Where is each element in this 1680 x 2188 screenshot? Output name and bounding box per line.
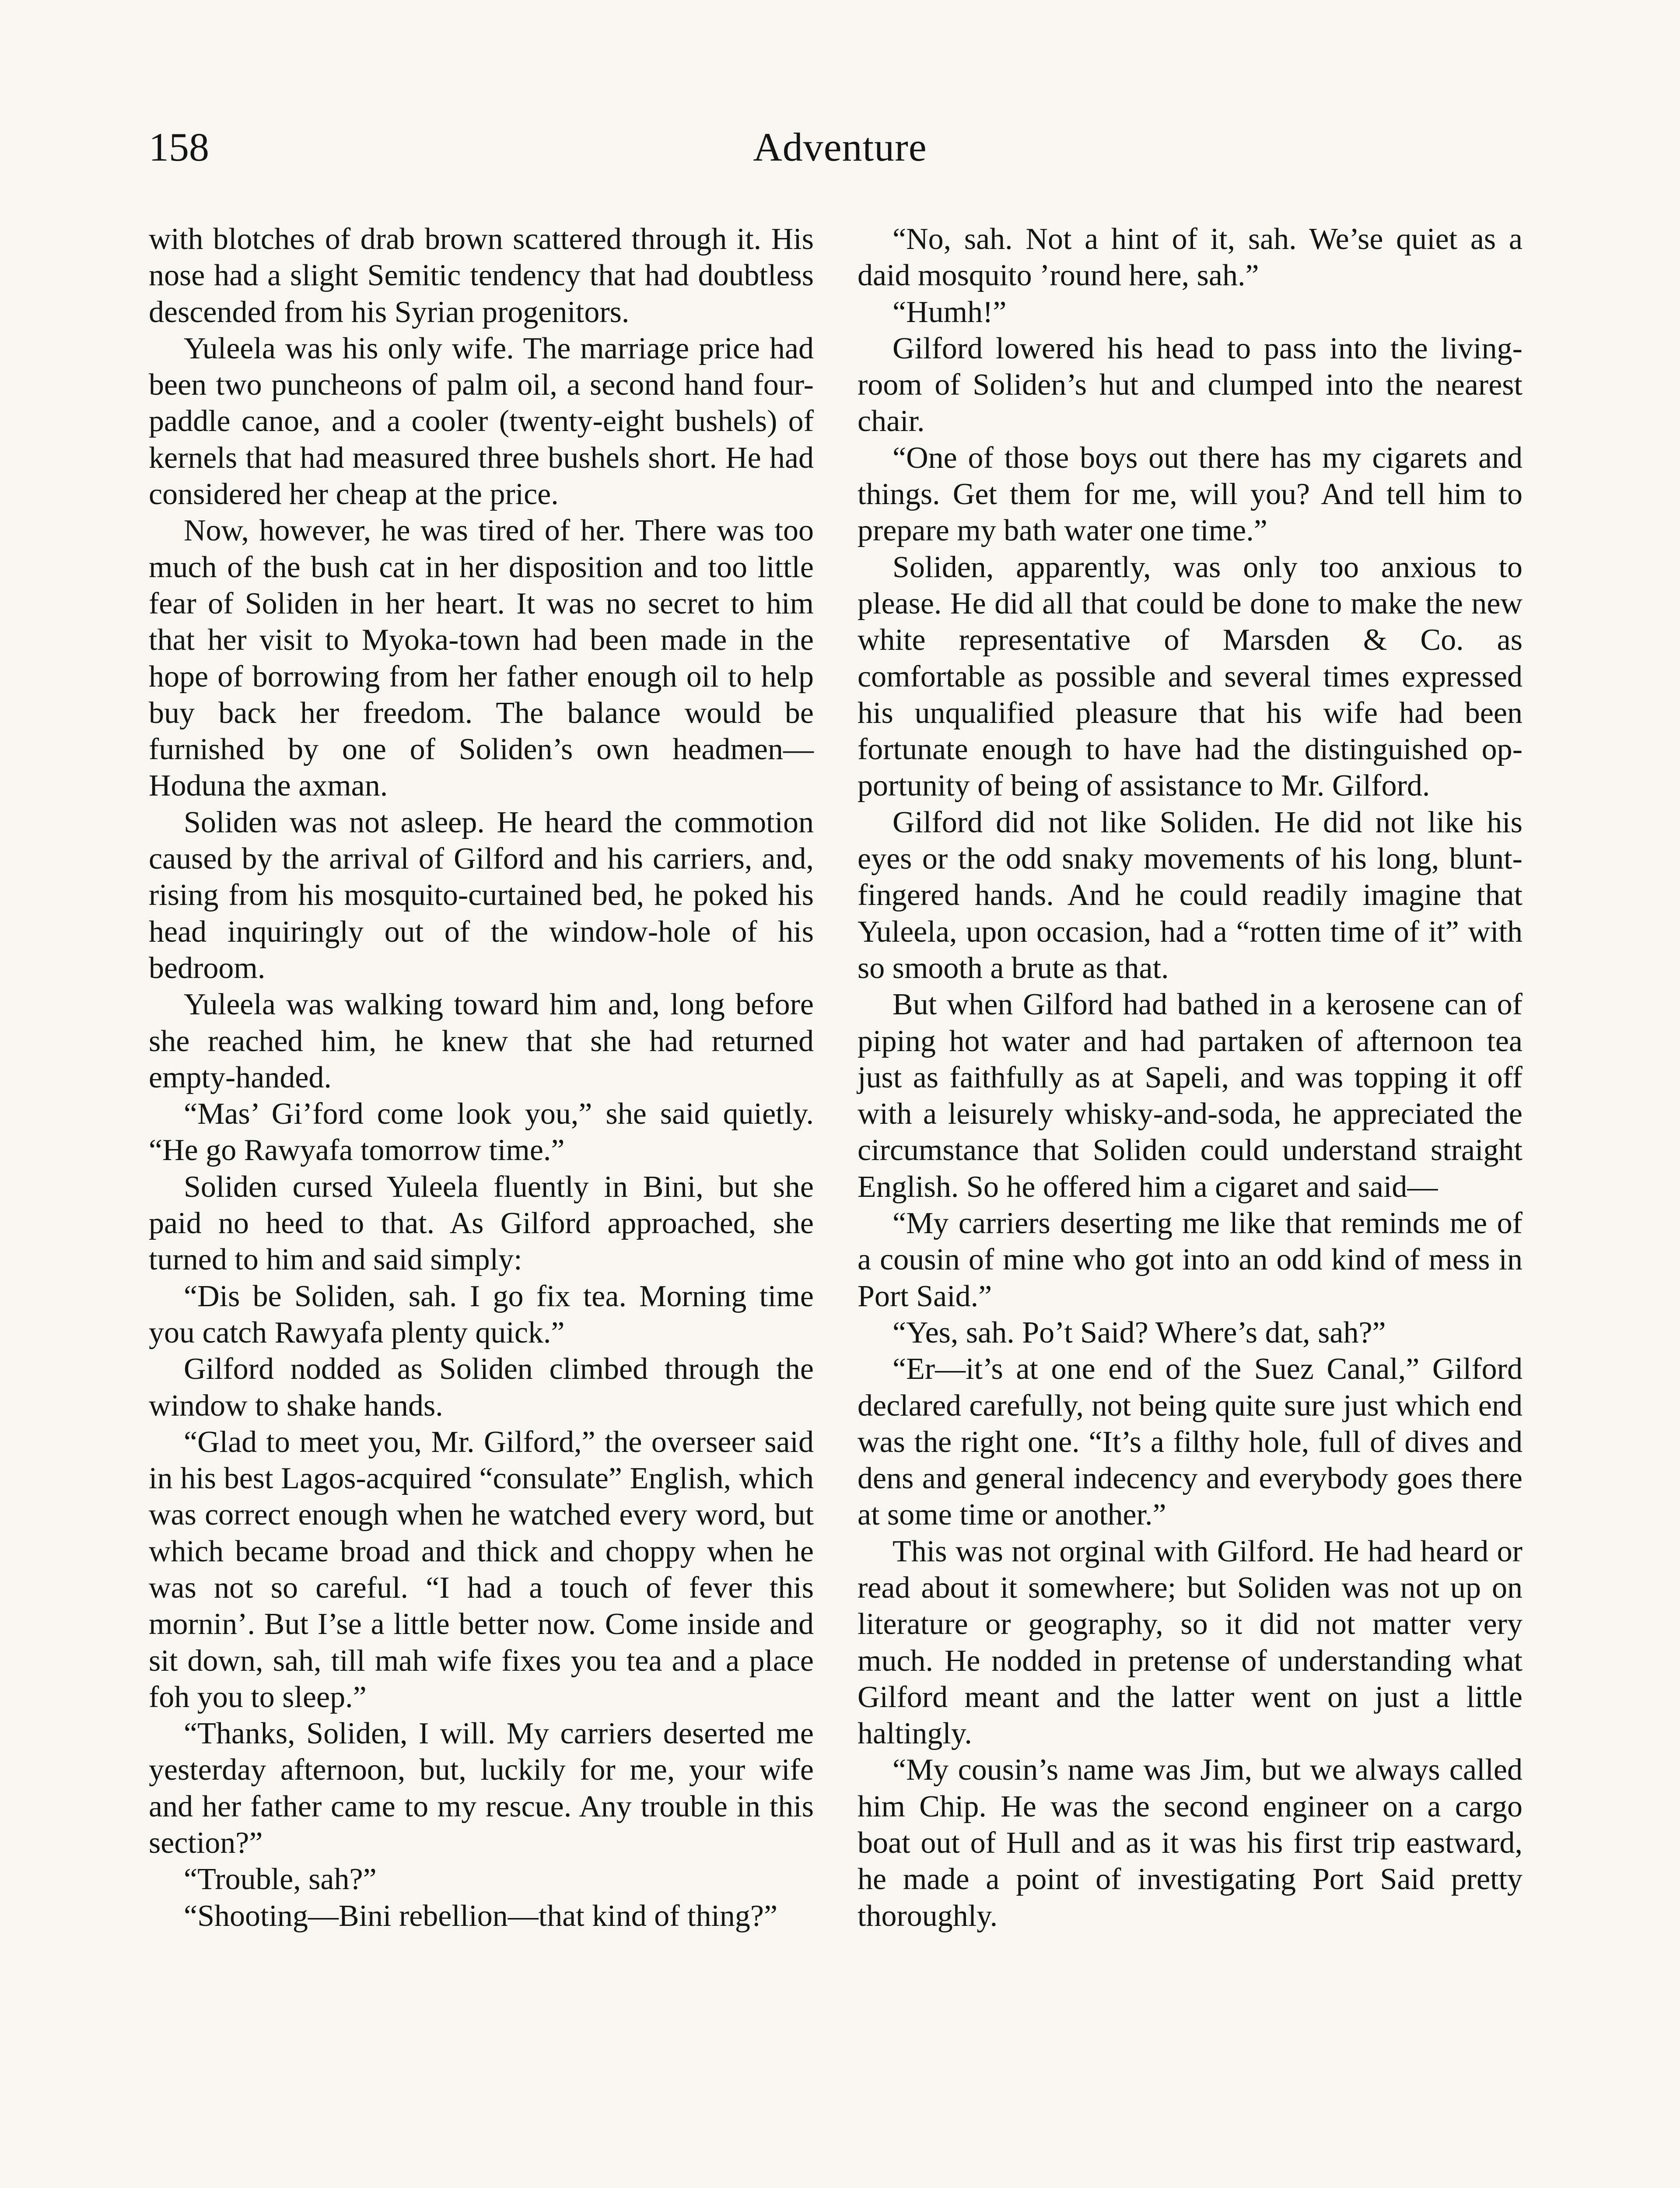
paragraph: Gilford did not like Soliden. He did not like his eyes or the odd snaky movements of his long, blunt-fingered hands. And he could readily imagine that Yuleela, upon occasion, had a “rotten time of it” with so smooth a brute as that. xyxy=(858,805,1522,985)
right-column xyxy=(858,221,1522,1934)
paragraph: “Er—it’s at one end of the Suez Canal,” Gilford declared carefully, not being quite sure just which end was the right one. “It’s a filthy hole, full of dives and dens and general indecency and everybody goes there at some time or another.” xyxy=(858,1352,1522,1532)
paragraph: “My cousin’s name was Jim, but we always called him Chip. He was the second engineer on a cargo boat out of Hull and as it was his first trip eastward, he made a point of investigating Port Said pretty thoroughly. xyxy=(858,1753,1522,1933)
paragraph: Gilford nodded as Soliden climbed through the window to shake hands. xyxy=(149,1352,814,1423)
paragraph: “My carriers deserting me like that reminds me of a cousin of mine who got into an odd kind of mess in Port Said.” xyxy=(858,1206,1522,1313)
paragraph: Gilford lowered his head to pass into the living-room of Soliden’s hut and clumped into the nearest chair. xyxy=(858,331,1522,438)
paragraph: “Trouble, sah?” xyxy=(184,1862,377,1897)
paragraph: This was not orginal with Gilford. He had heard or read about it somewhere; but Soliden was not up on literature or geography, so it did not matter very much. He nodded in pretense of understanding what Gilford meant and the latter went on just a little haltingly. xyxy=(858,1534,1522,1751)
page-header xyxy=(149,127,1531,188)
paragraph: Soliden cursed Yuleela fluently in Bini, but she paid no heed to that. As Gilford approached, she turned to him and said simply: xyxy=(149,1170,814,1277)
paragraph: But when Gilford had bathed in a kerosene can of piping hot water and had partaken of afternoon tea just as faithfully as at Sapeli, and was topping it off with a leisurely whisky-and-soda, he appreciated the circumstance that Soliden could understand straight English. So he offered him a cigaret and said— xyxy=(858,988,1522,1204)
paragraph: “Mas’ Gi’ford come look you,” she said quietly. “He go Rawyafa tomorrow time.” xyxy=(149,1097,814,1168)
paragraph: “No, sah. Not a hint of it, sah. We’se quiet as a daid mosquito ’round here, sah.” xyxy=(858,222,1522,293)
page-number: 158 xyxy=(149,125,209,169)
paragraph: “Yes, sah. Po’t Said? Where’s dat, sah?” xyxy=(892,1315,1386,1350)
paragraph: Yuleela was walking toward him and, long before she reached him, he knew that she had returned empty-handed. xyxy=(149,988,814,1094)
paragraph: “Glad to meet you, Mr. Gilford,” the overseer said in his best Lagos-acquired “consulate” English, which was correct enough when he watched every word, but which became broad and thick and choppy when he was not so careful. “I had a touch of fever this mornin’. But I’se a little better now. Come inside and sit down, sah, till mah wife fixes you tea and a place foh you to sleep.” xyxy=(149,1425,814,1714)
paragraph: Soliden, apparently, was only too anxious to please. He did all that could be done to make the new white representative of Marsden & Co. as comfortable as possible and several times expressed his unqualified pleasure that his wife had been fortunate enough to have had the distinguished opportunity of being of assistance to Mr. Gilford. xyxy=(858,550,1522,803)
paragraph: with blotches of drab brown scattered through it. His nose had a slight Semitic tendency that had doubtless descended from his Syrian progenitors. xyxy=(149,222,814,329)
paragraph: “One of those boys out there has my cigarets and things. Get them for me, will you? And tell him to prepare my bath water one time.” xyxy=(858,441,1522,548)
paragraph: “Thanks, Soliden, I will. My carriers deserted me yesterday afternoon, but, luckily for me, your wife and her father came to my rescue. Any trouble in this section?” xyxy=(149,1717,814,1860)
paragraph: “Humh!” xyxy=(892,295,1007,329)
left-column xyxy=(149,221,814,1934)
paragraph: Now, however, he was tired of her. There was too much of the bush cat in her disposition and too little fear of Soliden in her heart. It was no secret to him that her visit to Myoka-town had been made in the hope of borrowing from her father enough oil to help buy back her freedom. The balance would be furnished by one of Soliden’s own headmen—Hoduna the axman. xyxy=(149,514,814,803)
paragraph: “Dis be Soliden, sah. I go fix tea. Morning time you catch Rawyafa plenty quick.” xyxy=(149,1279,814,1350)
paragraph: “Shooting—Bini rebellion—that kind of thing?” xyxy=(184,1899,778,1933)
running-head: Adventure xyxy=(753,125,927,169)
paragraph: Soliden was not asleep. He heard the commotion caused by the arrival of Gilford and his carriers, and, rising from his mosquito-curtained bed, he poked his head inquiringly out of the window-hole of his bedroom. xyxy=(149,805,814,985)
paragraph: Yuleela was his only wife. The marriage price had been two puncheons of palm oil, a second hand four-paddle canoe, and a cooler (twenty-eight bushels) of kernels that had measured three bushels short. He had considered her cheap at the price. xyxy=(149,331,814,512)
